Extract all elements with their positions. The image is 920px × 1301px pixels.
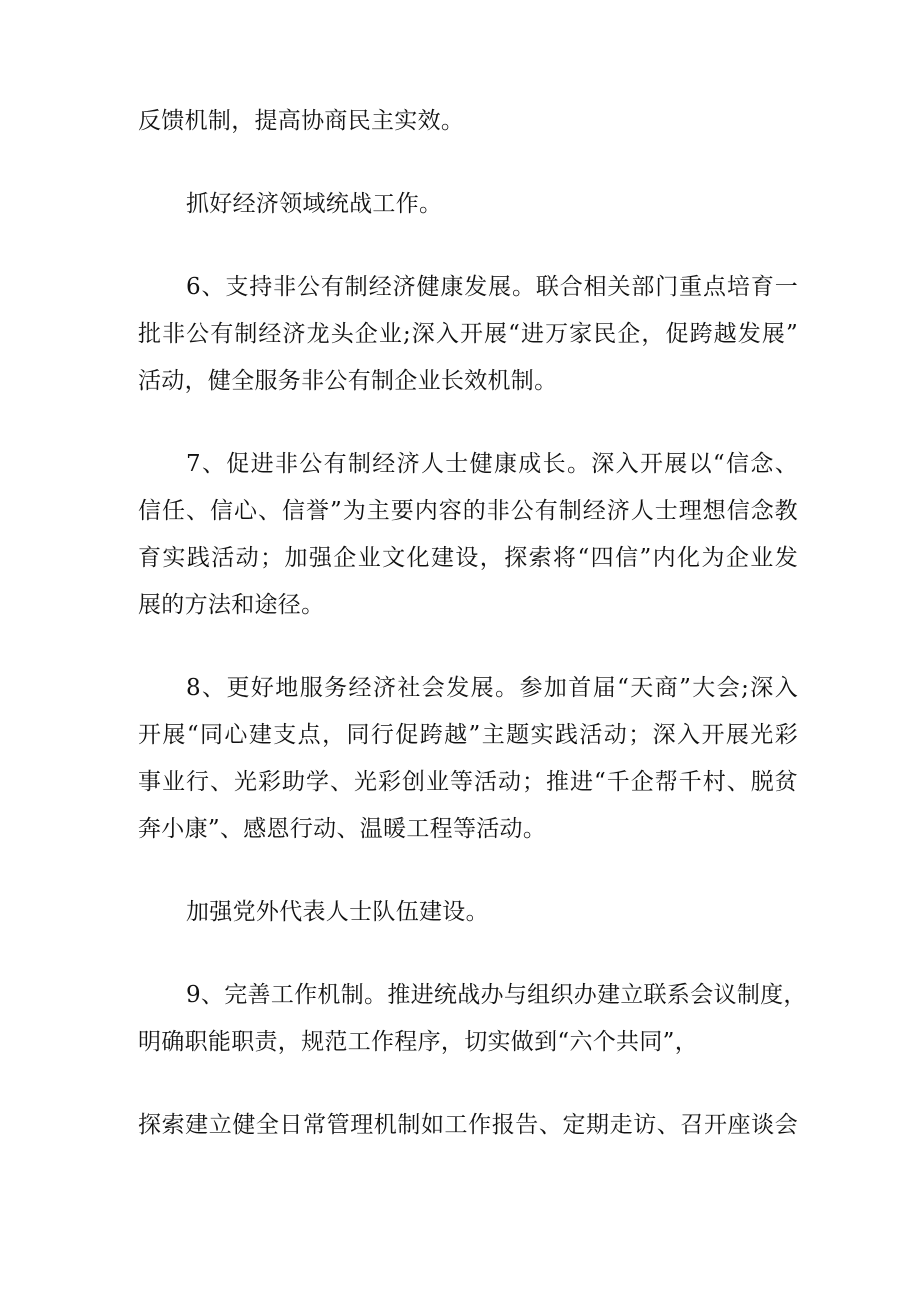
paragraph-line: 活动，健全服务非公有制企业长效机制。: [138, 368, 558, 394]
paragraph-line: 展的方法和途径。: [138, 592, 325, 618]
paragraph-line: 批非公有制经济龙头企业;深入开展“进万家民企，促跨越发展”: [138, 321, 798, 347]
paragraph-line: 开展“同心建支点，同行促跨越”主题实践活动；深入开展光彩: [138, 722, 798, 748]
paragraph-line: 奔小康”、感恩行动、温暖工程等活动。: [138, 816, 547, 842]
paragraph-line: 信任、信心、信誉”为主要内容的非公有制经济人士理想信念教: [138, 498, 798, 524]
paragraph-line: 7、促进非公有制经济人士健康成长。深入开展以“信念、: [186, 451, 798, 477]
paragraph-line: 9、完善工作机制。推进统战办与组织办建立联系会议制度，: [186, 982, 807, 1008]
paragraph-line: 育实践活动；加强企业文化建设，探索将“四信”内化为企业发: [138, 545, 798, 571]
paragraph-line: 反馈机制，提高协商民主实效。: [138, 108, 465, 134]
section-heading: 加强党外代表人士队伍建设。: [186, 899, 489, 925]
paragraph-line: 6、支持非公有制经济健康发展。联合相关部门重点培育一: [186, 274, 798, 300]
paragraph-line: 8、更好地服务经济社会发展。参加首届“天商”大会;深入: [186, 675, 798, 701]
paragraph-line: 探索建立健全日常管理机制如工作报告、定期走访、召开座谈会: [138, 1112, 798, 1138]
paragraph-line: 事业行、光彩助学、光彩创业等活动；推进“千企帮千村、脱贫: [138, 769, 798, 795]
paragraph-line: 明确职能职责，规范工作程序，切实做到“六个共同”，: [138, 1029, 699, 1055]
section-heading: 抓好经济领域统战工作。: [186, 191, 443, 217]
